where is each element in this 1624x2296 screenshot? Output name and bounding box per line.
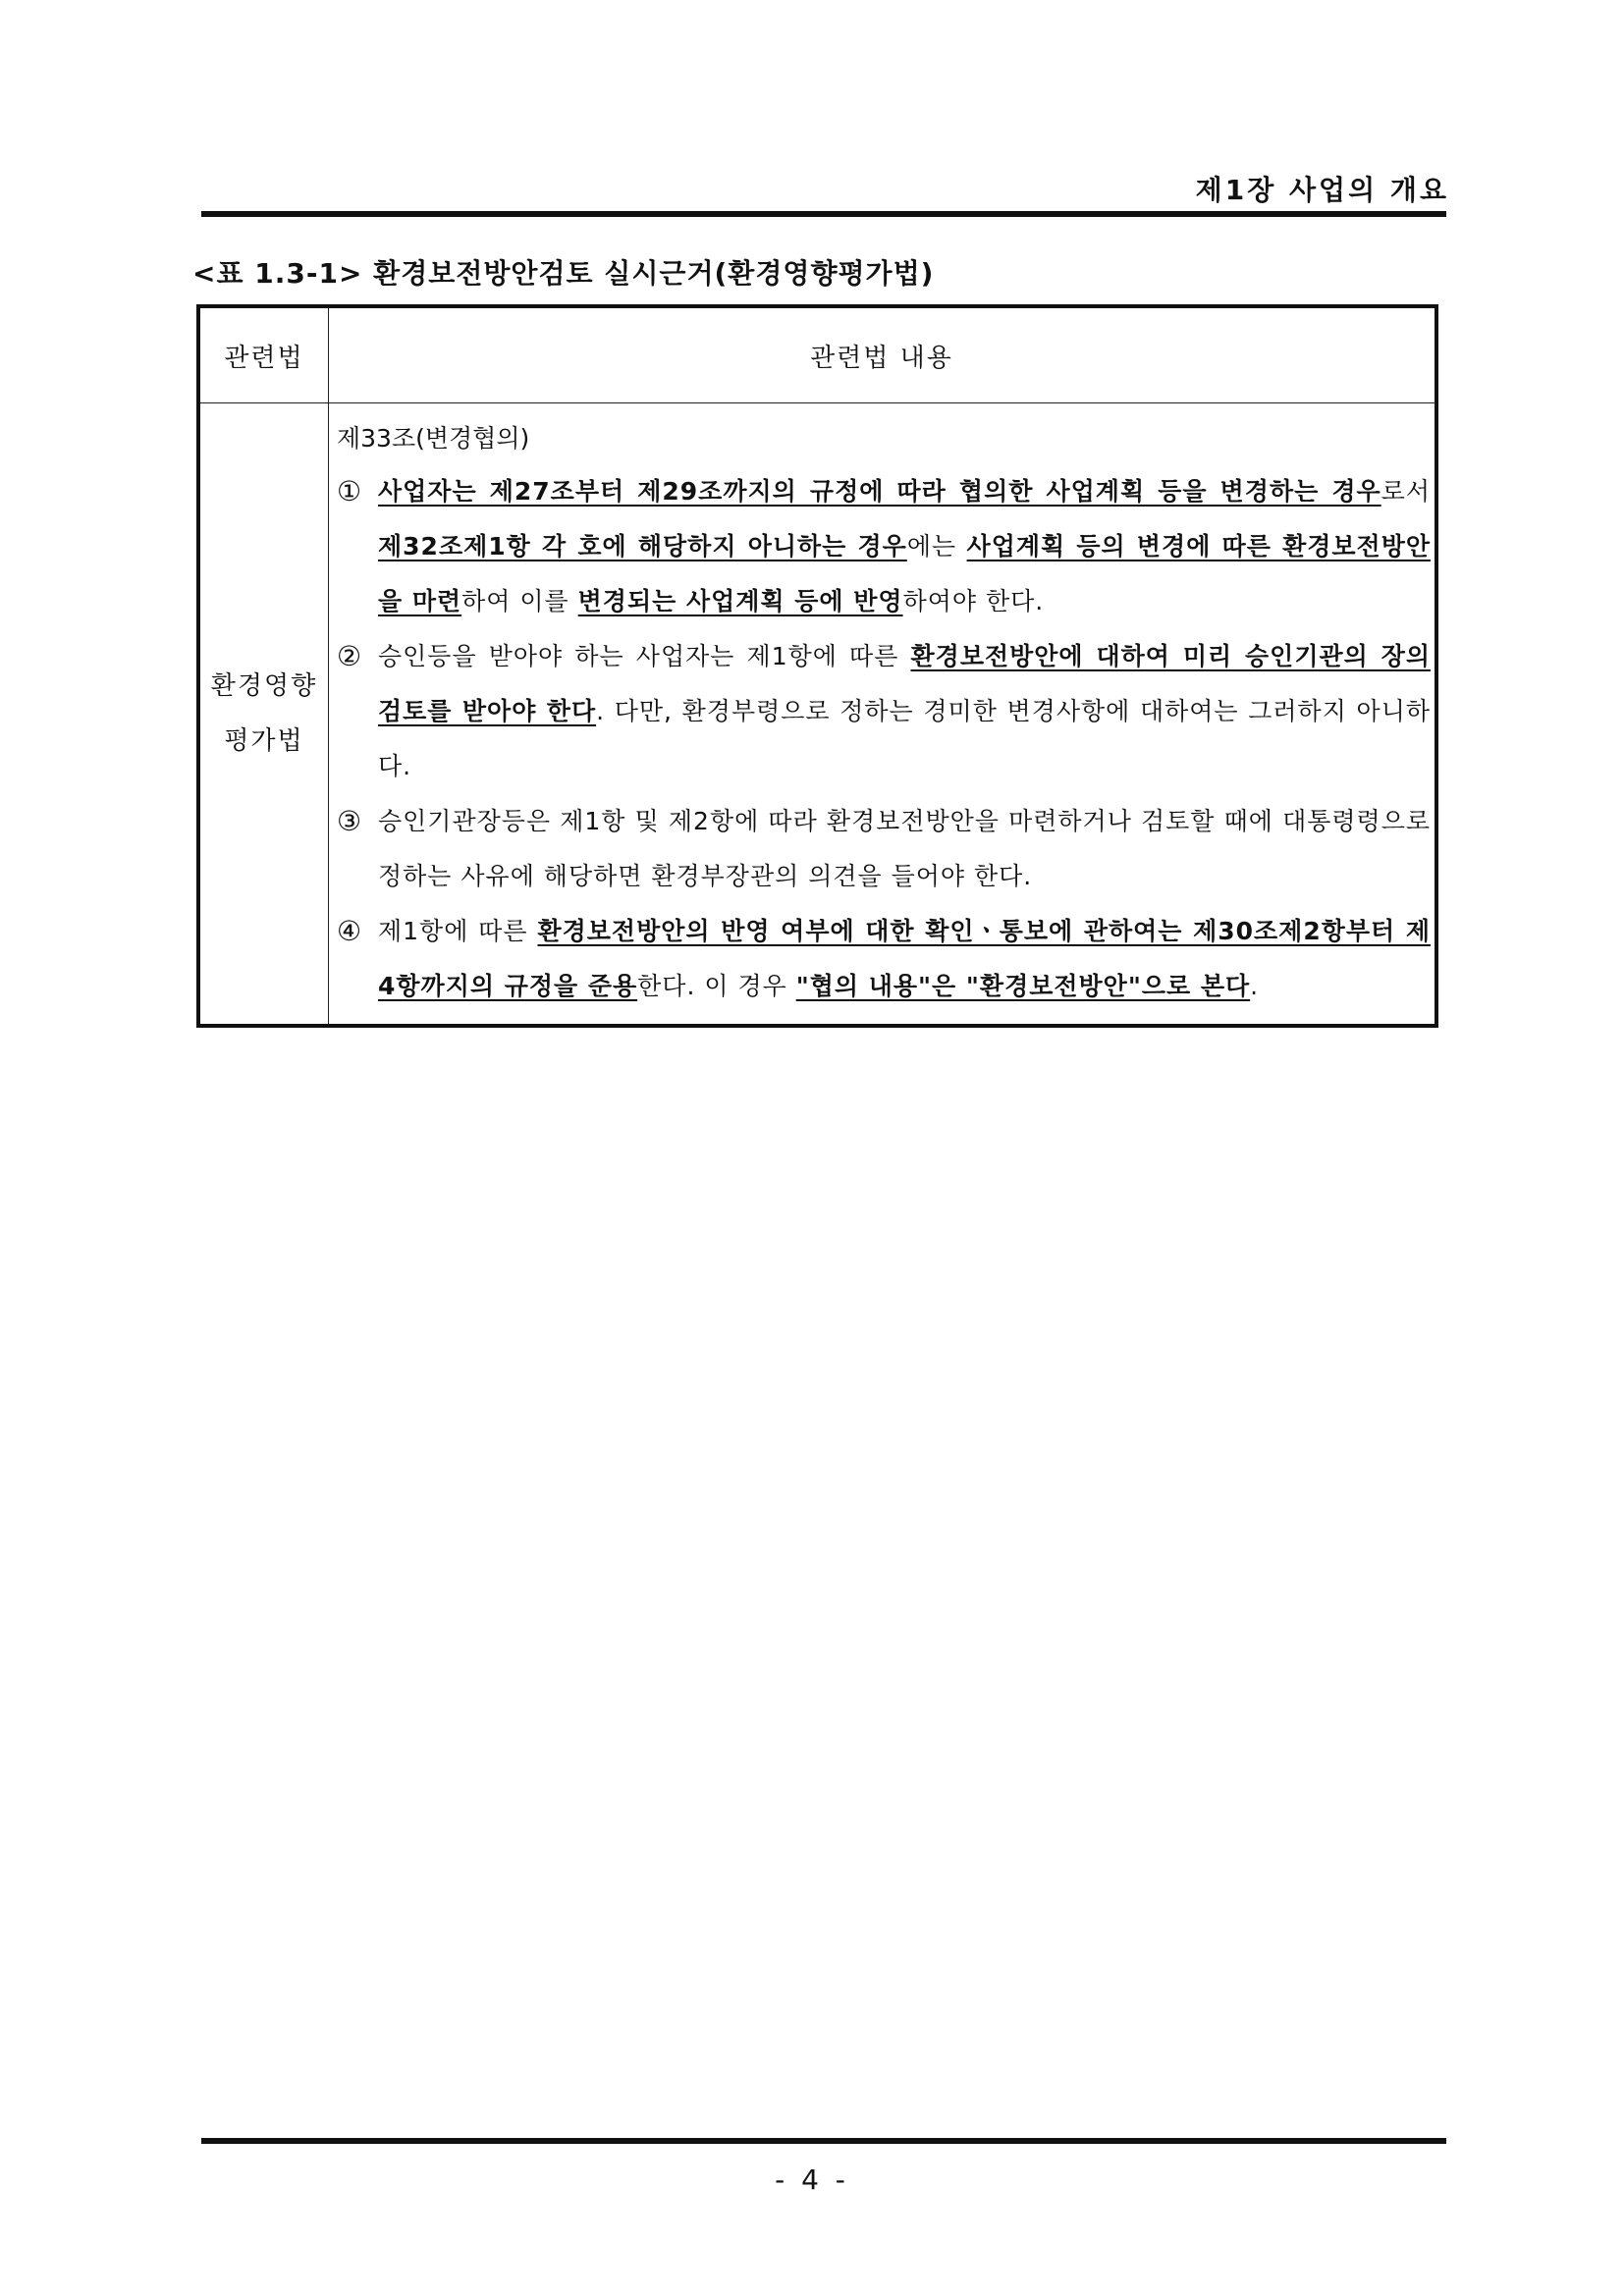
paragraph-list [337, 464, 1431, 1014]
law-name-cell [198, 403, 329, 1027]
text-segment: 하여 이를 [461, 587, 578, 615]
col-header-law: 관련법 [198, 306, 329, 403]
law-paragraph [337, 629, 1431, 794]
text-segment: 제1항에 따른 [378, 917, 538, 945]
header-rule [201, 211, 1446, 217]
footer-rule [201, 2138, 1446, 2144]
paragraph-number: ② [337, 640, 362, 672]
text-segment: . 다만, 환경부령으로 정하는 경미한 변경사항에 대하여는 그러하지 아니하다. [378, 697, 1431, 780]
text-segment: 승인등을 받아야 하는 사업자는 제1항에 따른 [378, 642, 911, 670]
text-segment: 승인기관장등은 제1항 및 제2항에 따라 환경보전방안을 마련하거나 검토할 때에 대통령령으로 정하는 사유에 해당하면 환경부장관의 의견을 들어야 한다. [378, 807, 1431, 890]
emphasized-text: 사업계획 등의 변경에 따른 환경보전방안을 마련 [378, 532, 1431, 615]
text-segment: 에는 [906, 532, 967, 561]
text-segment: . [1250, 972, 1260, 1000]
text-segment: 한다. 이 경우 [637, 972, 796, 1000]
table-caption: <표 1.3-1> 환경보전방안검토 실시근거(환경영향평가법) [192, 257, 935, 290]
paragraph-text [378, 794, 1431, 904]
emphasized-text: 환경보전방안에 대하여 미리 승인기관의 장의 검토를 받아야 한다 [378, 642, 1431, 725]
page-number: - 4 - [775, 2163, 849, 2196]
paragraph-text [378, 464, 1431, 629]
paragraph-text [378, 904, 1431, 1014]
emphasized-text: "협의 내용"은 "환경보전방안"으로 본다 [795, 972, 1251, 1000]
emphasized-text: 변경되는 사업계획 등에 반영 [577, 587, 903, 615]
emphasized-text: 환경보전방안의 반영 여부에 대한 확인ㆍ통보에 관하여는 제30조제2항부터 제4항까지의 규정을 준용 [378, 917, 1431, 1000]
law-table [196, 304, 1438, 1028]
paragraph-number: ④ [337, 915, 362, 947]
law-paragraph [337, 794, 1431, 904]
paragraph-number: ① [337, 475, 362, 507]
table-header-row [198, 306, 1436, 403]
law-name-line2: 평가법 [224, 726, 304, 756]
law-paragraph [337, 904, 1431, 1014]
text-segment: 하여야 한다. [902, 587, 1045, 615]
law-paragraph [337, 464, 1431, 629]
article-title: 제33조(변경협의) [337, 424, 530, 453]
text-segment: 로서 [1380, 477, 1431, 506]
col-header-content: 관련법 내용 [329, 306, 1437, 403]
emphasized-text: 제32조제1항 각 호에 해당하지 아니하는 경우 [378, 532, 907, 561]
table-row [198, 403, 1436, 1027]
law-name-line1: 환경영향 [210, 671, 318, 701]
emphasized-text: 사업자는 제27조부터 제29조까지의 규정에 따라 협의한 사업계획 등을 변경하는 경우 [378, 477, 1381, 506]
paragraph-number: ③ [337, 805, 362, 837]
paragraph-text [378, 629, 1431, 794]
law-content-cell [329, 403, 1437, 1027]
chapter-title: 제1장 사업의 개요 [1195, 174, 1449, 206]
